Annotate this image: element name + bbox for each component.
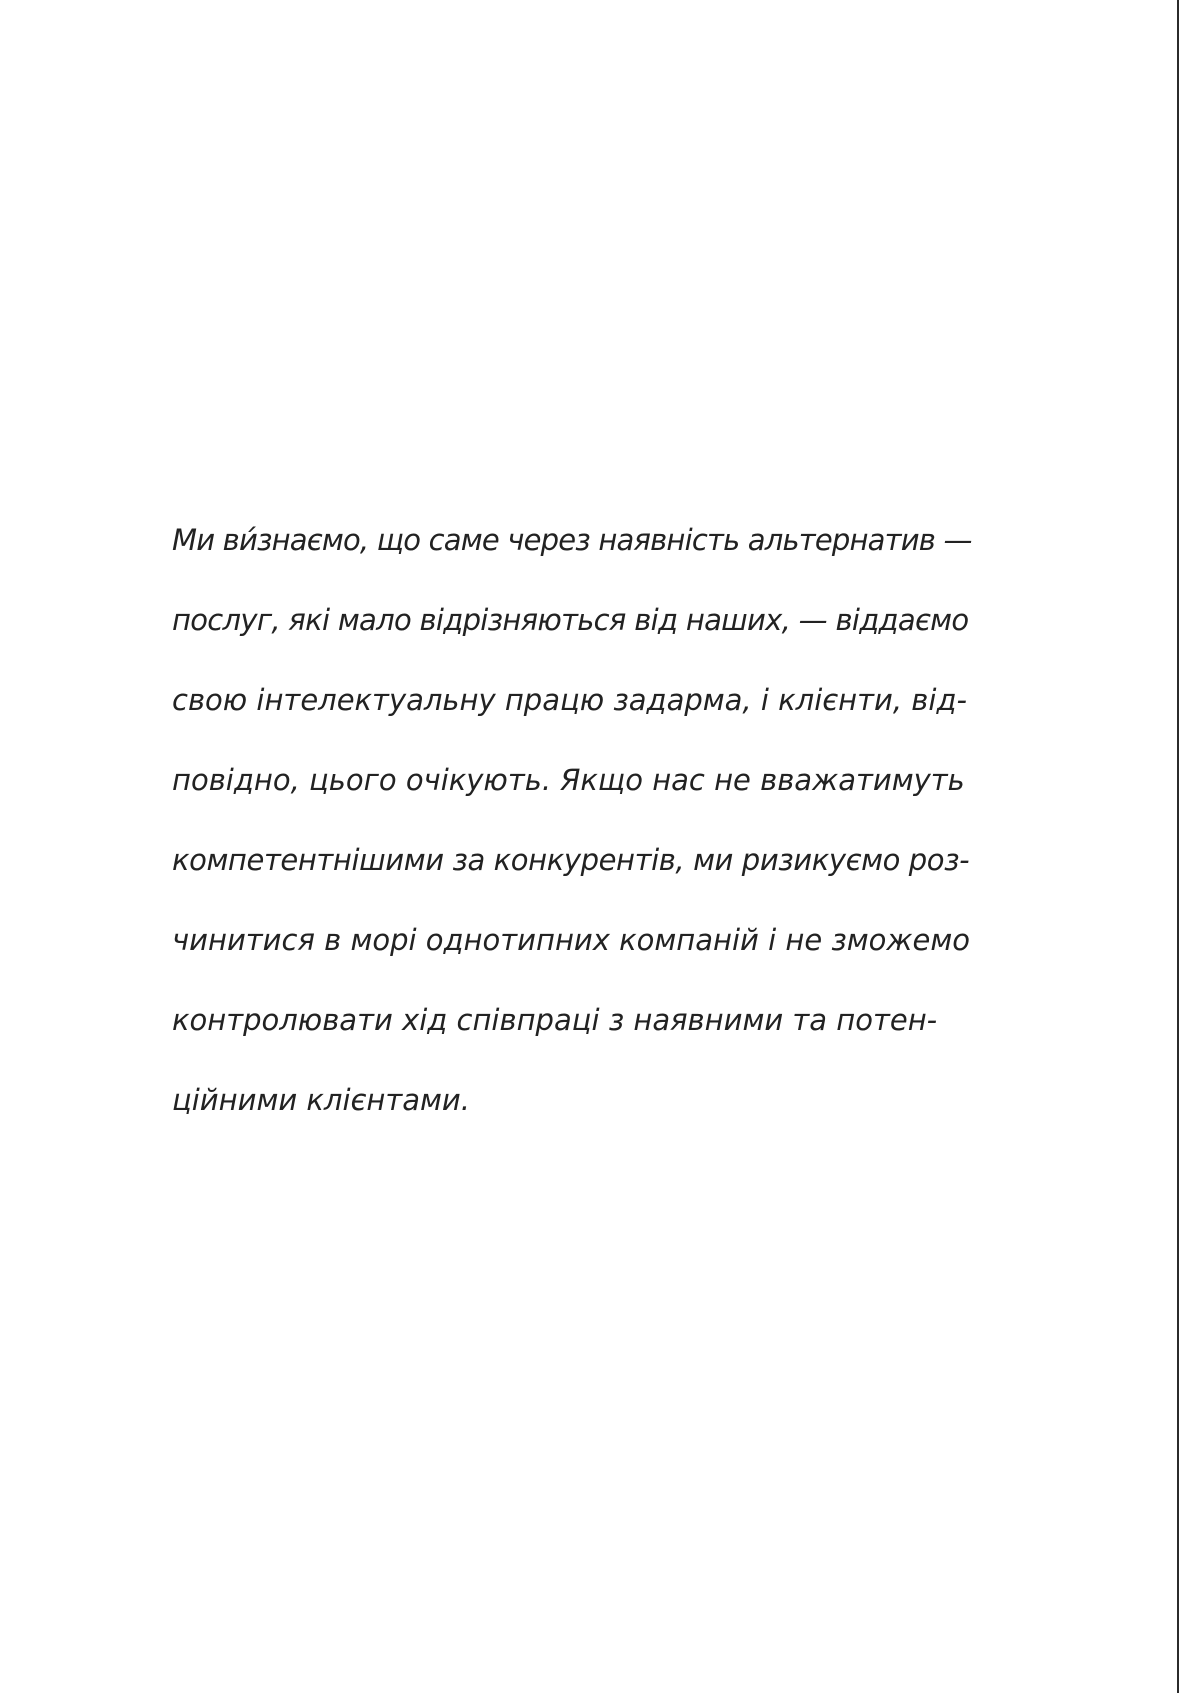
paragraph-line: контролювати хід співпраці з наявними та потен- — [172, 1003, 938, 1037]
paragraph-line: ційними клієнтами. — [172, 1083, 470, 1117]
paragraph-line: компетентнішими за конкурентів, ми ризикуємо роз- — [172, 843, 970, 877]
paragraph-line: свою інтелектуальну працю задарма, і клієнти, від- — [172, 683, 967, 717]
paragraph-line: Ми ви́знаємо, що саме через наявність альтернатив — — [172, 523, 972, 557]
paragraph-line: послуг, які мало відрізняються від наших, — віддаємо — [172, 603, 969, 637]
paragraph-line: повідно, цього очікують. Якщо нас не вважатимуть — [172, 763, 965, 797]
body-paragraph — [172, 512, 972, 1152]
paragraph-line: чинитися в морі однотипних компаній і не зможемо — [172, 923, 971, 957]
page-edge-line — [1177, 0, 1179, 1693]
